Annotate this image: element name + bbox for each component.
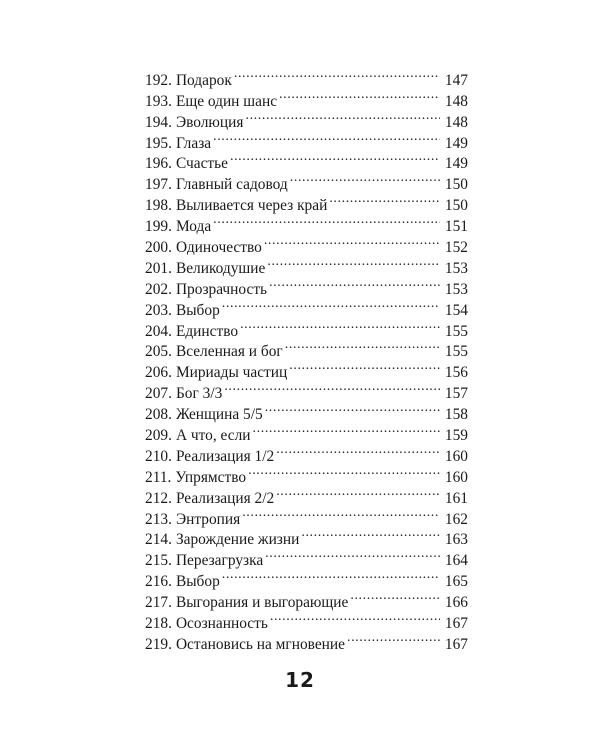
entry-title: Выбор (175, 301, 220, 319)
entry-number: 200. (145, 239, 172, 257)
dot-leader (290, 168, 440, 189)
entry-title: Остановись на мгновение (175, 635, 345, 653)
entry-title: Эволюция (175, 113, 244, 131)
dot-leader (213, 127, 440, 148)
entry-title: Реализация 1/2 (175, 447, 275, 465)
dot-leader (269, 273, 440, 294)
entry-number: 217. (145, 594, 172, 612)
dot-leader (279, 85, 440, 106)
entry-number: 195. (145, 134, 172, 152)
entry-number: 201. (145, 259, 172, 277)
entry-number: 193. (145, 92, 172, 110)
dot-leader (265, 544, 440, 565)
entry-title: Одиночество (175, 239, 262, 257)
entry-page: 155 (444, 343, 468, 361)
dot-leader (265, 398, 440, 419)
entry-page: 152 (444, 239, 468, 257)
entry-title: Женщина 5/5 (175, 406, 263, 424)
dot-leader (222, 294, 440, 315)
entry-page: 155 (444, 322, 468, 340)
entry-page: 164 (444, 552, 468, 570)
entry-number: 215. (145, 552, 172, 570)
entry-title: Выбор (175, 573, 220, 591)
entry-number: 214. (145, 531, 172, 549)
dot-leader (347, 628, 440, 649)
entry-page: 153 (444, 259, 468, 277)
entry-title: Осознанность (175, 615, 268, 633)
entry-number: 199. (145, 218, 172, 236)
entry-page: 150 (444, 176, 468, 194)
entry-title: Вселенная и бог (175, 343, 283, 361)
entry-title: Бог 3/3 (175, 385, 223, 403)
entry-page: 163 (444, 531, 468, 549)
entry-page: 158 (444, 406, 468, 424)
entry-page: 159 (444, 427, 468, 445)
entry-title: Прозрачность (175, 280, 268, 298)
entry-title: Выгорания и выгорающие (175, 594, 349, 612)
dot-leader (329, 189, 440, 210)
entry-number: 218. (145, 615, 172, 633)
entry-number: 212. (145, 489, 172, 507)
dot-leader (276, 482, 440, 503)
dot-leader (224, 377, 440, 398)
entry-number: 202. (145, 280, 172, 298)
entry-number: 209. (145, 427, 172, 445)
entry-title: Единство (175, 322, 239, 340)
entry-number: 205. (145, 343, 172, 361)
entry-title: Мириады частиц (175, 364, 288, 382)
entry-number: 192. (145, 71, 172, 89)
entry-page: 162 (444, 510, 468, 528)
entry-title: Упрямство (175, 468, 247, 486)
entry-number: 194. (145, 113, 172, 131)
dot-leader (285, 336, 440, 357)
entry-title: Реализация 2/2 (175, 489, 275, 507)
entry-title: Глаза (175, 134, 212, 152)
entry-page: 148 (444, 113, 468, 131)
dot-leader (234, 64, 440, 85)
entry-page: 160 (444, 447, 468, 465)
dot-leader (242, 503, 440, 524)
entry-page: 161 (444, 489, 468, 507)
entry-page: 151 (444, 218, 468, 236)
page-number: 12 (285, 668, 315, 692)
entry-title: А что, если (175, 427, 251, 445)
entry-page: 166 (444, 594, 468, 612)
entry-title: Выливается через край (175, 197, 328, 215)
entry-page: 167 (444, 635, 468, 653)
entry-number: 219. (145, 635, 172, 653)
entry-page: 149 (444, 134, 468, 152)
dot-leader (240, 315, 440, 336)
dot-leader (245, 106, 440, 127)
entry-title: Энтропия (175, 510, 241, 528)
entry-page: 150 (444, 197, 468, 215)
dot-leader (253, 419, 440, 440)
entry-title: Счастье (175, 155, 228, 173)
entry-page: 167 (444, 615, 468, 633)
entry-title: Главный садовод (175, 176, 288, 194)
entry-number: 197. (145, 176, 172, 194)
entry-page: 165 (444, 573, 468, 591)
entry-number: 203. (145, 301, 172, 319)
dot-leader (248, 461, 440, 482)
dot-leader (350, 586, 440, 607)
dot-leader (276, 440, 440, 461)
dot-leader (270, 607, 440, 628)
dot-leader (289, 356, 440, 377)
entry-number: 198. (145, 197, 172, 215)
entry-number: 211. (145, 468, 172, 486)
toc-entry (145, 64, 468, 89)
dot-leader (267, 252, 440, 273)
entry-number: 204. (145, 322, 172, 340)
entry-number: 206. (145, 364, 172, 382)
entry-page: 147 (444, 71, 468, 89)
dot-leader (264, 231, 440, 252)
entry-number: 210. (145, 447, 172, 465)
entry-number: 196. (145, 155, 172, 173)
entry-number: 216. (145, 573, 172, 591)
entry-page: 160 (444, 468, 468, 486)
entry-page: 157 (444, 385, 468, 403)
entry-number: 208. (145, 406, 172, 424)
entry-number: 207. (145, 385, 172, 403)
dot-leader (230, 148, 440, 169)
entry-page: 156 (444, 364, 468, 382)
entry-page: 149 (444, 155, 468, 173)
entry-page: 154 (444, 301, 468, 319)
dot-leader (301, 524, 440, 545)
entry-number: 213. (145, 510, 172, 528)
entry-page: 153 (444, 280, 468, 298)
entry-title: Еще один шанс (175, 92, 278, 110)
entry-title: Великодушие (175, 259, 266, 277)
table-of-contents (145, 64, 468, 653)
entry-title: Перезагрузка (175, 552, 264, 570)
entry-title: Мода (175, 218, 212, 236)
entry-title: Зарождение жизни (175, 531, 300, 549)
dot-leader (213, 210, 440, 231)
entry-page: 148 (444, 92, 468, 110)
entry-title: Подарок (175, 71, 232, 89)
dot-leader (222, 565, 440, 586)
